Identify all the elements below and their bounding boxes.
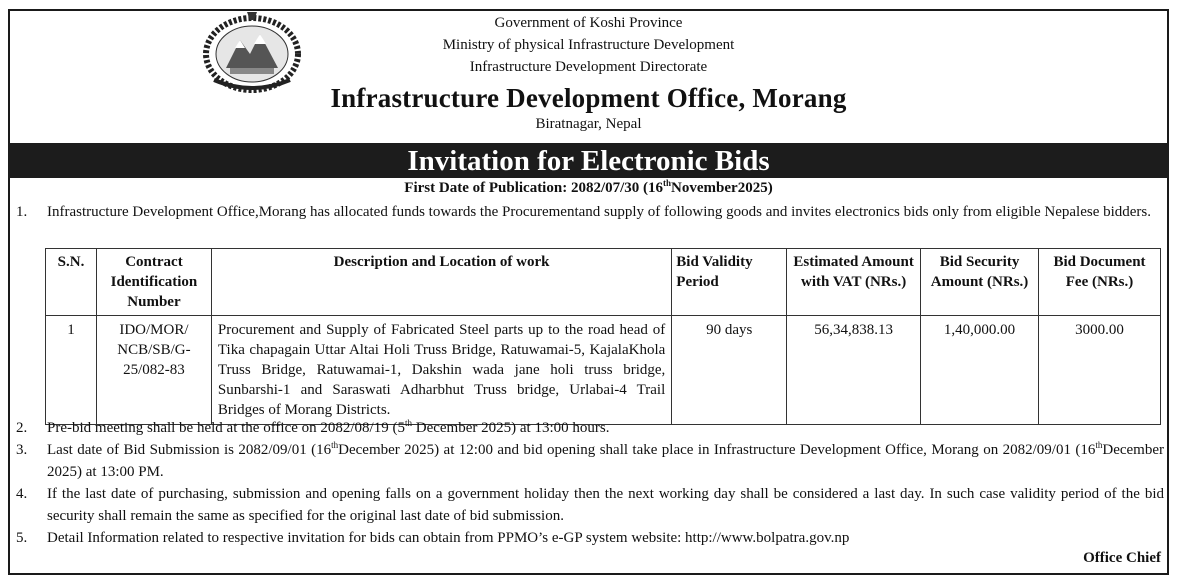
publication-rest: November2025) bbox=[671, 180, 773, 196]
clause-4 bbox=[16, 483, 1164, 527]
header-gov-block bbox=[0, 12, 1177, 78]
publication-date bbox=[0, 180, 1177, 197]
publication-label: First Date of Publication: 2082/07/30 (16 bbox=[404, 180, 664, 196]
cell-fee: 3000.00 bbox=[1039, 316, 1161, 425]
clause-sup-b: th bbox=[1095, 440, 1103, 450]
header-fee: Bid Document Fee (NRs.) bbox=[1039, 249, 1161, 316]
office-location: Biratnagar, Nepal bbox=[535, 116, 642, 132]
clause-text-b: December 2025) at 12:00 and bid opening shall take place in Infrastructure Development Office, Morang on 2082/09/01 (16 bbox=[338, 442, 1096, 458]
clause-3 bbox=[16, 439, 1164, 483]
cell-security: 1,40,000.00 bbox=[921, 316, 1039, 425]
header-validity: Bid Validity Period bbox=[672, 249, 787, 316]
clause-2 bbox=[16, 417, 1164, 439]
gov-line: Government of Koshi Province bbox=[494, 15, 683, 31]
table-header-row bbox=[46, 249, 1161, 316]
header-estimated: Estimated Amount with VAT (NRs.) bbox=[787, 249, 921, 316]
clause-number: 5. bbox=[16, 530, 28, 546]
cell-sn: 1 bbox=[46, 316, 97, 425]
table-row bbox=[46, 316, 1161, 425]
office-title: Infrastructure Development Office, Morang bbox=[330, 83, 847, 113]
clause-sup: th bbox=[404, 418, 412, 428]
header-description: Description and Location of work bbox=[211, 249, 671, 316]
clause-text bbox=[47, 417, 1164, 439]
clause-sup-a: th bbox=[331, 440, 339, 450]
clause-number: 1. bbox=[16, 204, 28, 220]
signature-office-chief: Office Chief bbox=[1083, 550, 1161, 566]
clause-text: If the last date of purchasing, submission and opening falls on a government holiday then the next working day shall be considered a last day. In such case validity period of the bid security shall remain the same as specified for the original last date of bid submission. bbox=[47, 486, 1164, 524]
header-security: Bid Security Amount (NRs.) bbox=[921, 249, 1039, 316]
directorate-line: Infrastructure Development Directorate bbox=[469, 59, 708, 75]
cell-validity: 90 days bbox=[672, 316, 787, 425]
cell-description: Procurement and Supply of Fabricated Steel parts up to the road head of Tika chapagain Uttar Altai Holi Truss Bridge, Ratuwamai-5, KajalaKhola Truss Bridge, Ratuwamai-1, Dakshin wada jane holi truss bridge, Sunbarshi-1 and Saraswati Adharbhut Truss bridge, Urlabai-4 Trail Bridges of Morang Districts. bbox=[211, 316, 671, 425]
clause-number: 4. bbox=[16, 486, 28, 502]
clause-5 bbox=[16, 527, 1164, 549]
banner-title: Invitation for Electronic Bids bbox=[8, 143, 1169, 178]
clause-text: Detail Information related to respective invitation for bids can obtain from PPMO’s e-GP system website: http://www.bolpatra.gov.np bbox=[47, 530, 850, 546]
clause-text-a: Last date of Bid Submission is 2082/09/01 (16 bbox=[47, 442, 332, 458]
clause-text-a: Pre-bid meeting shall be held at the office on 2082/08/19 (5 bbox=[47, 420, 405, 436]
clause-text-c: December 2025) at 13:00 PM. bbox=[47, 442, 1164, 480]
bids-table bbox=[45, 248, 1161, 425]
publication-sup: th bbox=[663, 178, 672, 188]
cell-contract: IDO/MOR/ NCB/SB/G-25/082-83 bbox=[96, 316, 211, 425]
clause-text-b: December 2025) at 13:00 hours. bbox=[412, 420, 610, 436]
cell-estimated: 56,34,838.13 bbox=[787, 316, 921, 425]
clause-number: 3. bbox=[16, 442, 28, 458]
clause-text: Infrastructure Development Office,Morang has allocated funds towards the Procurementand supply of following goods and invites electronics bids only from eligible Nepalese bidders. bbox=[47, 204, 1152, 220]
clause-text bbox=[47, 439, 1164, 483]
clause-number: 2. bbox=[16, 420, 28, 436]
clause-1 bbox=[16, 201, 1164, 223]
header-sn: S.N. bbox=[46, 249, 97, 316]
ministry-line: Ministry of physical Infrastructure Development bbox=[442, 37, 735, 53]
header-contract: Contract Identification Number bbox=[96, 249, 211, 316]
